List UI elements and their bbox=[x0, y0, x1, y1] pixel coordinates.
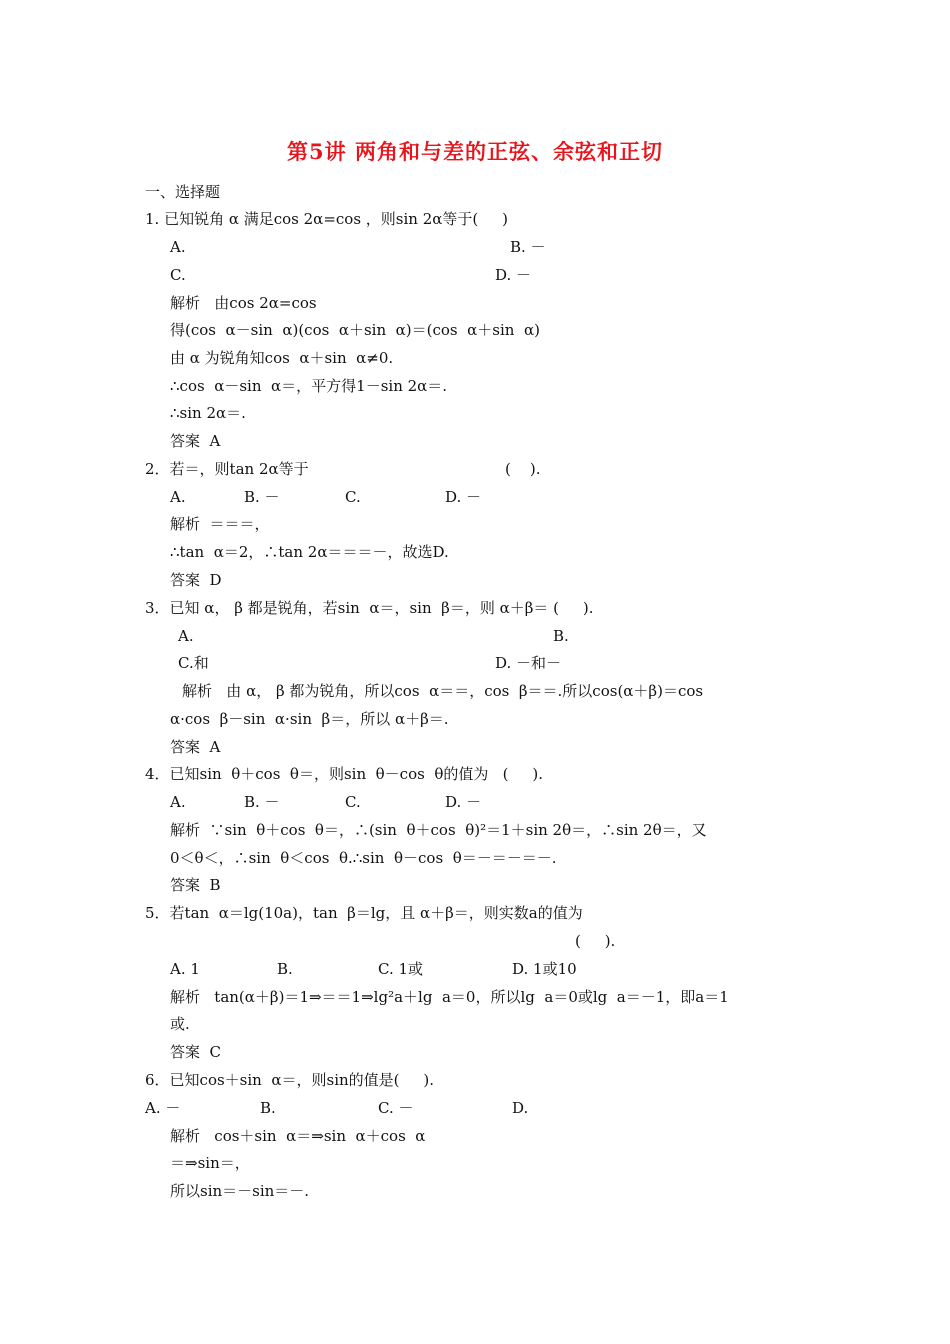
q4-option-b: B. － bbox=[244, 793, 280, 811]
q2-solution-line: ∴tan α＝2，∴tan 2α＝＝＝－，故选D. bbox=[170, 543, 449, 561]
q3-option-c: C.和 bbox=[178, 654, 209, 672]
q3-solution-line: 解析 由 α， β 都为锐角，所以cos α＝＝，cos β＝＝.所以cos(α＋β)＝cos bbox=[182, 682, 704, 700]
q1-solution-line: 解析 由cos 2α=cos bbox=[170, 294, 317, 312]
q4-option-c: C. bbox=[345, 793, 361, 811]
q5-stem: 5．若tan α＝lg(10a)，tan β＝lg，且 α＋β＝，则实数a的值为 bbox=[145, 904, 583, 922]
q1-stem: 1. 已知锐角 α 满足cos 2α=cos ，则sin 2α等于( ) bbox=[145, 210, 508, 228]
q1-option-a: A. bbox=[170, 238, 186, 256]
q4-answer: 答案 B bbox=[170, 876, 221, 894]
q2-option-c: C. bbox=[345, 488, 361, 506]
q5-answer: 答案 C bbox=[170, 1043, 222, 1061]
q5-answer-paren: ( ). bbox=[575, 932, 616, 950]
q4-stem: 4．已知sin θ＋cos θ＝，则sin θ－cos θ的值为 ( ). bbox=[145, 765, 543, 783]
q1-option-d: D. － bbox=[495, 266, 532, 284]
q5-option-c: C. 1或 bbox=[378, 960, 424, 978]
q2-answer: 答案 D bbox=[170, 571, 222, 589]
q5-solution-line: 解析 tan(α＋β)＝1⇒＝＝1⇒lg²a＋lg a＝0，所以lg a＝0或lg a＝－1，即a＝1 bbox=[170, 988, 729, 1006]
q6-solution-line: 所以sin＝－sin＝－. bbox=[170, 1182, 310, 1200]
q6-solution-line: 解析 cos＋sin α＝⇒sin α＋cos α bbox=[170, 1127, 426, 1145]
q3-option-d: D. －和－ bbox=[495, 654, 562, 672]
q6-option-a: A. － bbox=[145, 1099, 181, 1117]
q4-solution-line: 0＜θ＜，∴sin θ＜cos θ.∴sin θ－cos θ＝－＝－＝－. bbox=[170, 849, 557, 867]
q5-option-b: B. bbox=[277, 960, 293, 978]
q2-option-d: D. － bbox=[445, 488, 482, 506]
q2-solution-line: 解析 ＝＝＝， bbox=[170, 515, 270, 533]
q2-option-a: A. bbox=[170, 488, 186, 506]
page-title: 第5讲 两角和与差的正弦、余弦和正切 bbox=[287, 139, 663, 164]
q1-solution-line: 由 α 为锐角知cos α＋sin α≠0. bbox=[170, 349, 394, 367]
q5-solution-line: 或. bbox=[170, 1015, 190, 1033]
q1-solution-line: ∴cos α－sin α＝，平方得1－sin 2α＝. bbox=[170, 377, 448, 395]
q5-option-d: D. 1或10 bbox=[512, 960, 577, 978]
q3-stem: 3．已知 α， β 都是锐角，若sin α＝，sin β＝，则 α＋β＝ ( ). bbox=[145, 599, 594, 617]
q6-stem: 6．已知cos＋sin α＝，则sin的值是( ). bbox=[145, 1071, 434, 1089]
q4-option-a: A. bbox=[170, 793, 186, 811]
q3-solution-line: α·cos β－sin α·sin β＝，所以 α＋β＝. bbox=[170, 710, 449, 728]
q2-answer-paren: ( ). bbox=[505, 460, 541, 478]
q6-option-d: D. bbox=[512, 1099, 529, 1117]
q4-option-d: D. － bbox=[445, 793, 482, 811]
section-heading: 一、选择题 bbox=[145, 183, 221, 201]
q1-answer: 答案 A bbox=[170, 432, 221, 450]
q1-solution-line: ∴sin 2α＝. bbox=[170, 404, 246, 422]
q1-option-b: B. － bbox=[510, 238, 546, 256]
q6-solution-line: ＝⇒sin＝， bbox=[170, 1154, 250, 1172]
q1-solution-line: 得(cos α－sin α)(cos α＋sin α)＝(cos α＋sin α) bbox=[170, 321, 540, 339]
q3-option-b: B. bbox=[553, 627, 569, 645]
q3-answer: 答案 A bbox=[170, 738, 221, 756]
q6-option-c: C. － bbox=[378, 1099, 414, 1117]
q6-option-b: B. bbox=[260, 1099, 276, 1117]
q3-option-a: A. bbox=[178, 627, 194, 645]
q2-stem: 2．若＝，则tan 2α等于 bbox=[145, 460, 309, 478]
q4-solution-line: 解析 ∵sin θ＋cos θ＝，∴(sin θ＋cos θ)²＝1＋sin 2θ＝，∴sin 2θ＝，又 bbox=[170, 821, 707, 839]
q5-option-a: A. 1 bbox=[170, 960, 200, 978]
q2-option-b: B. － bbox=[244, 488, 280, 506]
q1-option-c: C. bbox=[170, 266, 186, 284]
